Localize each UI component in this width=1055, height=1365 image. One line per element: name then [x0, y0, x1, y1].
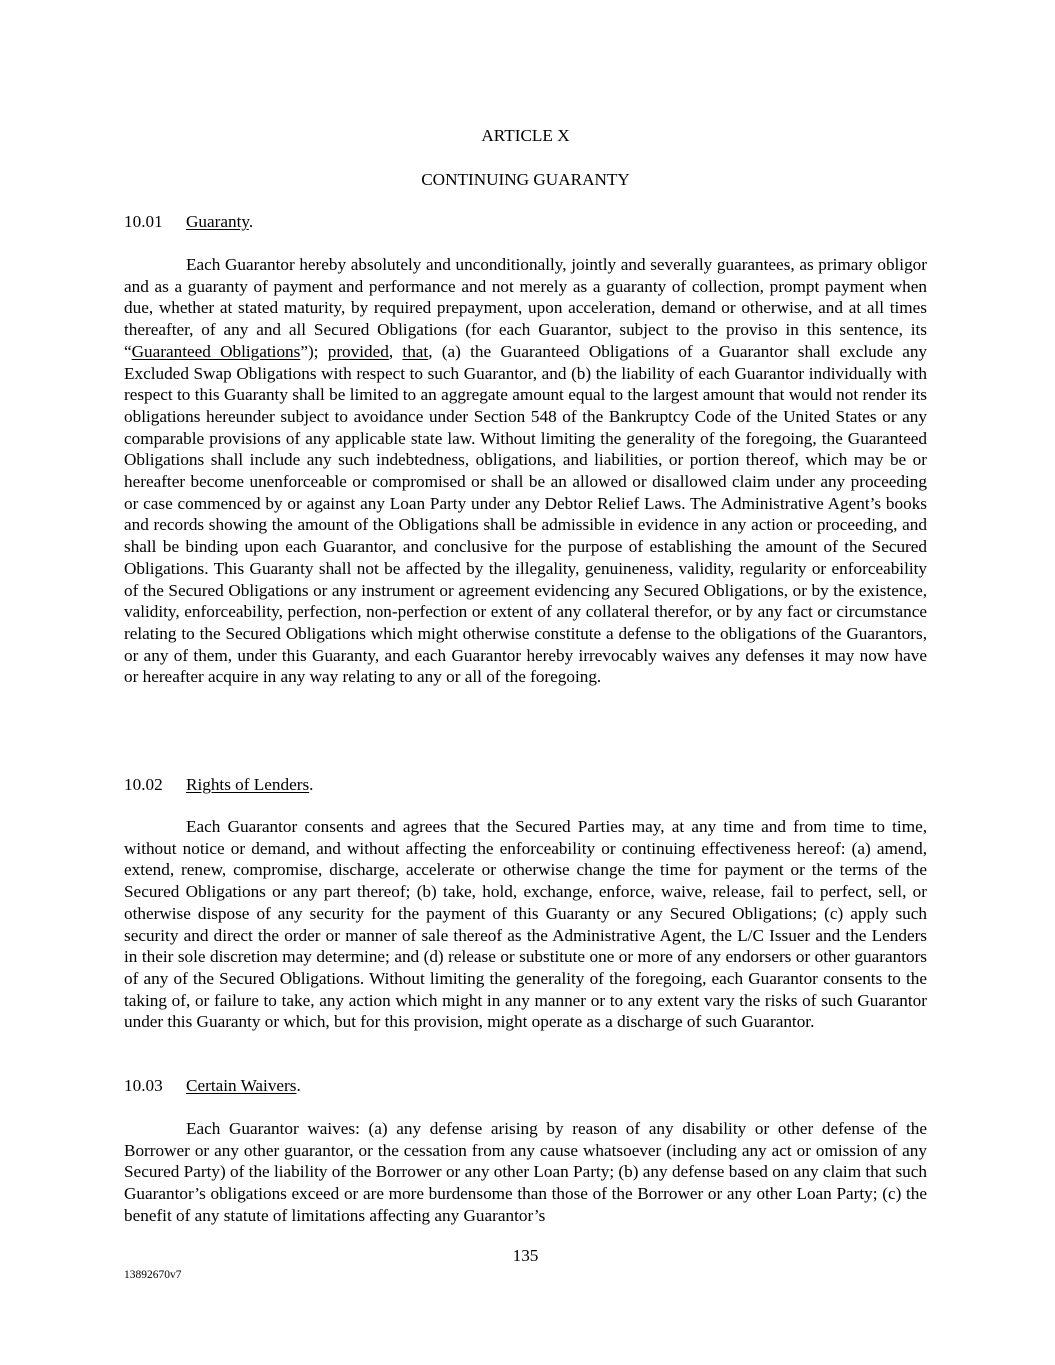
section-paragraph-10-03: [124, 1118, 927, 1227]
section-title-period: .: [248, 212, 254, 231]
paragraph-text: ”);: [300, 341, 328, 361]
section-heading-10-02: [124, 774, 313, 796]
article-title: CONTINUING GUARANTY: [421, 170, 630, 189]
paragraph-text: Each Guarantor waives: (a) any defense arising by reason of any disability or other defense of the Borrower or any other guarantor, or the cessation from any cause whatsoever (including any act or omission of any Secured Party) of the liability of the Borrower or any other Loan Party; (b) any defense based on any claim that such Guarantor’s obligations exceed or are more burdensome than those of the Borrower or any other Loan Party; (c) the benefit of any statute of limitations affecting any Guarantor’s: [124, 1119, 927, 1225]
section-title: Rights of Lenders: [186, 775, 310, 794]
section-title-period: .: [296, 1076, 301, 1095]
section-heading-10-03: [124, 1075, 301, 1097]
defined-term: Guaranteed Obligations: [131, 341, 301, 361]
document-id: 13892670v7: [124, 1269, 182, 1281]
section-title: Certain Waivers: [186, 1076, 297, 1095]
page-number: 135: [512, 1246, 539, 1265]
proviso-word: that: [402, 341, 429, 361]
section-title-period: .: [309, 775, 314, 794]
article-number: ARTICLE X: [481, 126, 570, 145]
section-number: 10.02: [124, 775, 163, 794]
section-heading-10-01: [124, 211, 253, 233]
paragraph-text: Each Guarantor hereby absolutely and unconditionally, jointly and severally guarantees, as primary obligor and as a guaranty of payment and performance and not merely as a guaranty of collection, prompt payment when due, whether at stated maturity, by required prepayment, upon acceleration, demand or otherwise, and at all times thereafter, of any and all Secured Obligations (for each Guarantor, subject to the proviso in this sentence, its “: [124, 255, 927, 361]
proviso-word: provided: [327, 341, 389, 361]
section-title: Guaranty: [186, 212, 249, 231]
paragraph-text: Each Guarantor consents and agrees that the Secured Parties may, at any time and from time to time, without notice or demand, and without affecting the enforceability or continuing effectiveness hereof: (a) amend, extend, renew, compromise, discharge, accelerate or otherwise change the time for payment or the terms of the Secured Obligations or any part thereof; (b) take, hold, exchange, enforce, waive, release, fail to perfect, sell, or otherwise dispose of any security for the payment of this Guaranty or any Secured Obligations; (c) apply such security and direct the order or manner of sale thereof as the Administrative Agent, the L/C Issuer and the Lenders in their sole discretion may determine; and (d) release or substitute one or more of any endorsers or other guarantors of any of the Secured Obligations. Without limiting the generality of the foregoing, each Guarantor consents to the taking of, or failure to take, any action which might in any manner or to any extent vary the risks of such Guarantor under this Guaranty or which, but for this provision, might operate as a discharge of such Guarantor.: [124, 817, 927, 1032]
paragraph-text: ,: [388, 341, 403, 361]
section-number: 10.01: [124, 212, 163, 231]
section-paragraph-10-01: [124, 254, 927, 688]
paragraph-text: , (a) the Guaranteed Obligations of a Guarantor shall exclude any Excluded Swap Obligations with respect to such Guarantor, and (b) the liability of each Guarantor individually with respect to this Guaranty shall be limited to an aggregate amount equal to the largest amount that would not render its obligations hereunder subject to avoidance under Section 548 of the Bankruptcy Code of the United States or any comparable provisions of any applicable state law. Without limiting the generality of the foregoing, the Guaranteed Obligations shall include any such indebtedness, obligations, and liabilities, or portion thereof, which may be or hereafter become unenforceable or compromised or shall be an allowed or disallowed claim under any proceeding or case commenced by or against any Loan Party under any Debtor Relief Laws. The Administrative Agent’s books and records showing the amount of the Obligations shall be admissible in evidence in any action or proceeding, and shall be binding upon each Guarantor, and conclusive for the purpose of establishing the amount of the Secured Obligations. This Guaranty shall not be affected by the illegality, genuineness, validity, regularity or enforceability of the Secured Obligations or any instrument or agreement evidencing any Secured Obligations, or by the existence, validity, enforceability, perfection, non-perfection or extent of any collateral therefor, or by any fact or circumstance relating to the Secured Obligations which might otherwise constitute a defense to the obligations of the Guarantors, or any of them, under this Guaranty, and each Guarantor hereby irrevocably waives any defenses it may now have or hereafter acquire in any way relating to any or all of the foregoing.: [124, 341, 928, 687]
section-number: 10.03: [124, 1076, 163, 1095]
section-paragraph-10-02: [124, 816, 927, 1033]
